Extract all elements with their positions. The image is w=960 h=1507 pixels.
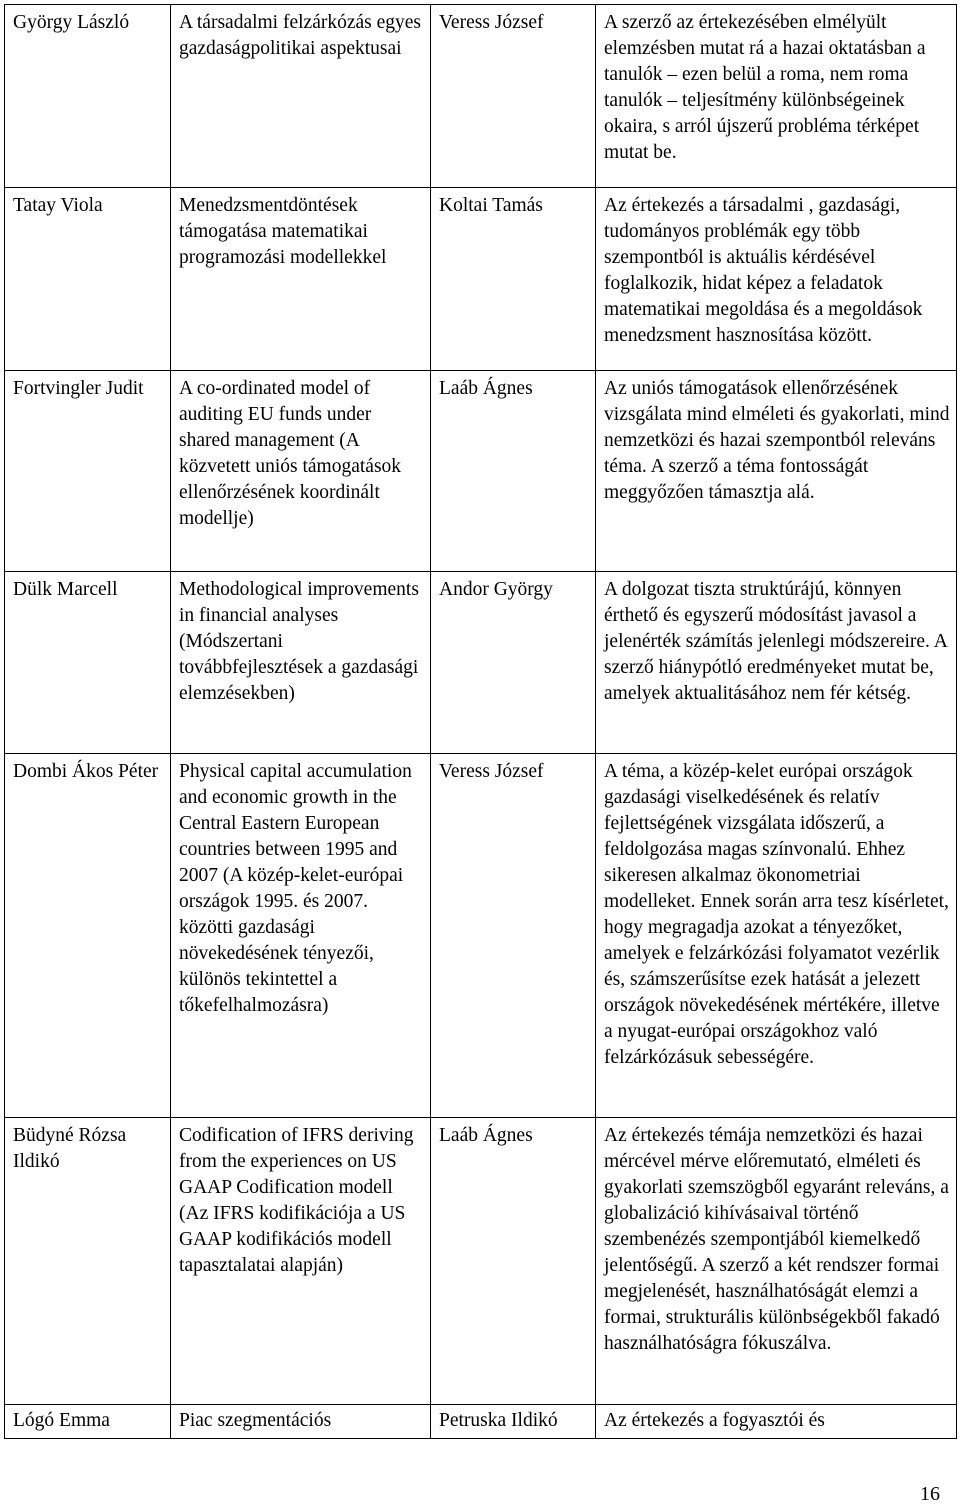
title-cell: Menedzsmentdöntések támogatása matematikai programozási modellekkel [171, 188, 431, 371]
opinion-cell: Az értekezés a társadalmi , gazdasági, tudományos problémák egy több szempontból is aktuális kérdésével foglalkozik, hidat képez a feladatok matematikai megoldása és a megoldások menedzsment hasznosítása között. [596, 188, 957, 371]
table-row [5, 1405, 957, 1439]
author-cell: Fortvingler Judit [5, 371, 171, 572]
table-row [5, 188, 957, 371]
table-row [5, 5, 957, 188]
opinion-cell: A téma, a közép-kelet európai országok gazdasági viselkedésének és relatív fejlettségének vizsgálata időszerű, a feldolgozása magas színvonalú. Ehhez sikeresen alkalmaz ökonometriai modelleket. Ennek során arra tesz kísérletet, hogy megragadja azokat a tényezőket, amelyek e felzárkózási folyamatot vezérlik és, számszerűsítse ezek hatását a jelezett országok növekedésének mértékére, illetve a nyugat-európai országokhoz való felzárkózásuk sebességére. [596, 754, 957, 1118]
table-row [5, 572, 957, 754]
reviewer-cell: Petruska Ildikó [431, 1405, 596, 1439]
opinion-cell: Az értekezés témája nemzetközi és hazai mércével mérve előremutató, elméleti és gyakorlati szemszögből egyaránt releváns, a globalizáció kihívásaival történő szembenézés szempontjából kiemelkedő jelentőségű. A szerző a két rendszer formai megjelenését, használhatóságát elemzi a formai, strukturális különbségekből fakadó használhatóságra fókuszálva. [596, 1118, 957, 1405]
table-row [5, 371, 957, 572]
title-cell: Physical capital accumulation and economic growth in the Central Eastern European countries between 1995 and 2007 (A közép-kelet-európai országok 1995. és 2007. közötti gazdasági növekedésének tényezői, különös tekintettel a tőkefelhalmozásra) [171, 754, 431, 1118]
table-row [5, 754, 957, 1118]
opinion-cell: Az értekezés a fogyasztói és [596, 1405, 957, 1439]
title-cell: Piac szegmentációs [171, 1405, 431, 1439]
reviewer-cell: Koltai Tamás [431, 188, 596, 371]
reviewer-cell: Veress József [431, 5, 596, 188]
author-cell: Dülk Marcell [5, 572, 171, 754]
opinion-cell: A dolgozat tiszta struktúrájú, könnyen érthető és egyszerű módosítást javasol a jelenérték számítás jelenlegi módszereire. A szerző hiánypótló eredményeket mutat be, amelyek aktualitásához nem fér kétség. [596, 572, 957, 754]
reviewer-cell: Laáb Ágnes [431, 371, 596, 572]
opinion-cell: A szerző az értekezésében elmélyült elemzésben mutat rá a hazai oktatásban a tanulók – ezen belül a roma, nem roma tanulók – teljesítmény különbségeinek okaira, s arról újszerű probléma térképet mutat be. [596, 5, 957, 188]
author-cell: Tatay Viola [5, 188, 171, 371]
opinion-cell: Az uniós támogatások ellenőrzésének vizsgálata mind elméleti és gyakorlati, mind nemzetközi és hazai szempontból releváns téma. A szerző a téma fontosságát meggyőzően támasztja alá. [596, 371, 957, 572]
title-cell: Methodological improvements in financial analyses (Módszertani továbbfejlesztések a gazdasági elemzésekben) [171, 572, 431, 754]
author-cell: Büdyné Rózsa Ildikó [5, 1118, 171, 1405]
title-cell: A co-ordinated model of auditing EU funds under shared management (A közvetett uniós támogatások ellenőrzésének koordinált modellje) [171, 371, 431, 572]
table-row [5, 1118, 957, 1405]
reviewer-cell: Laáb Ágnes [431, 1118, 596, 1405]
page-number: 16 [920, 1483, 940, 1505]
reviewer-cell: Veress József [431, 754, 596, 1118]
author-cell: György László [5, 5, 171, 188]
title-cell: Codification of IFRS deriving from the experiences on US GAAP Codification modell (Az IFRS kodifikációja a US GAAP kodifikációs modell tapasztalatai alapján) [171, 1118, 431, 1405]
reviewer-cell: Andor György [431, 572, 596, 754]
author-cell: Dombi Ákos Péter [5, 754, 171, 1118]
dissertation-review-table [4, 4, 957, 1439]
author-cell: Lógó Emma [5, 1405, 171, 1439]
title-cell: A társadalmi felzárkózás egyes gazdaságpolitikai aspektusai [171, 5, 431, 188]
